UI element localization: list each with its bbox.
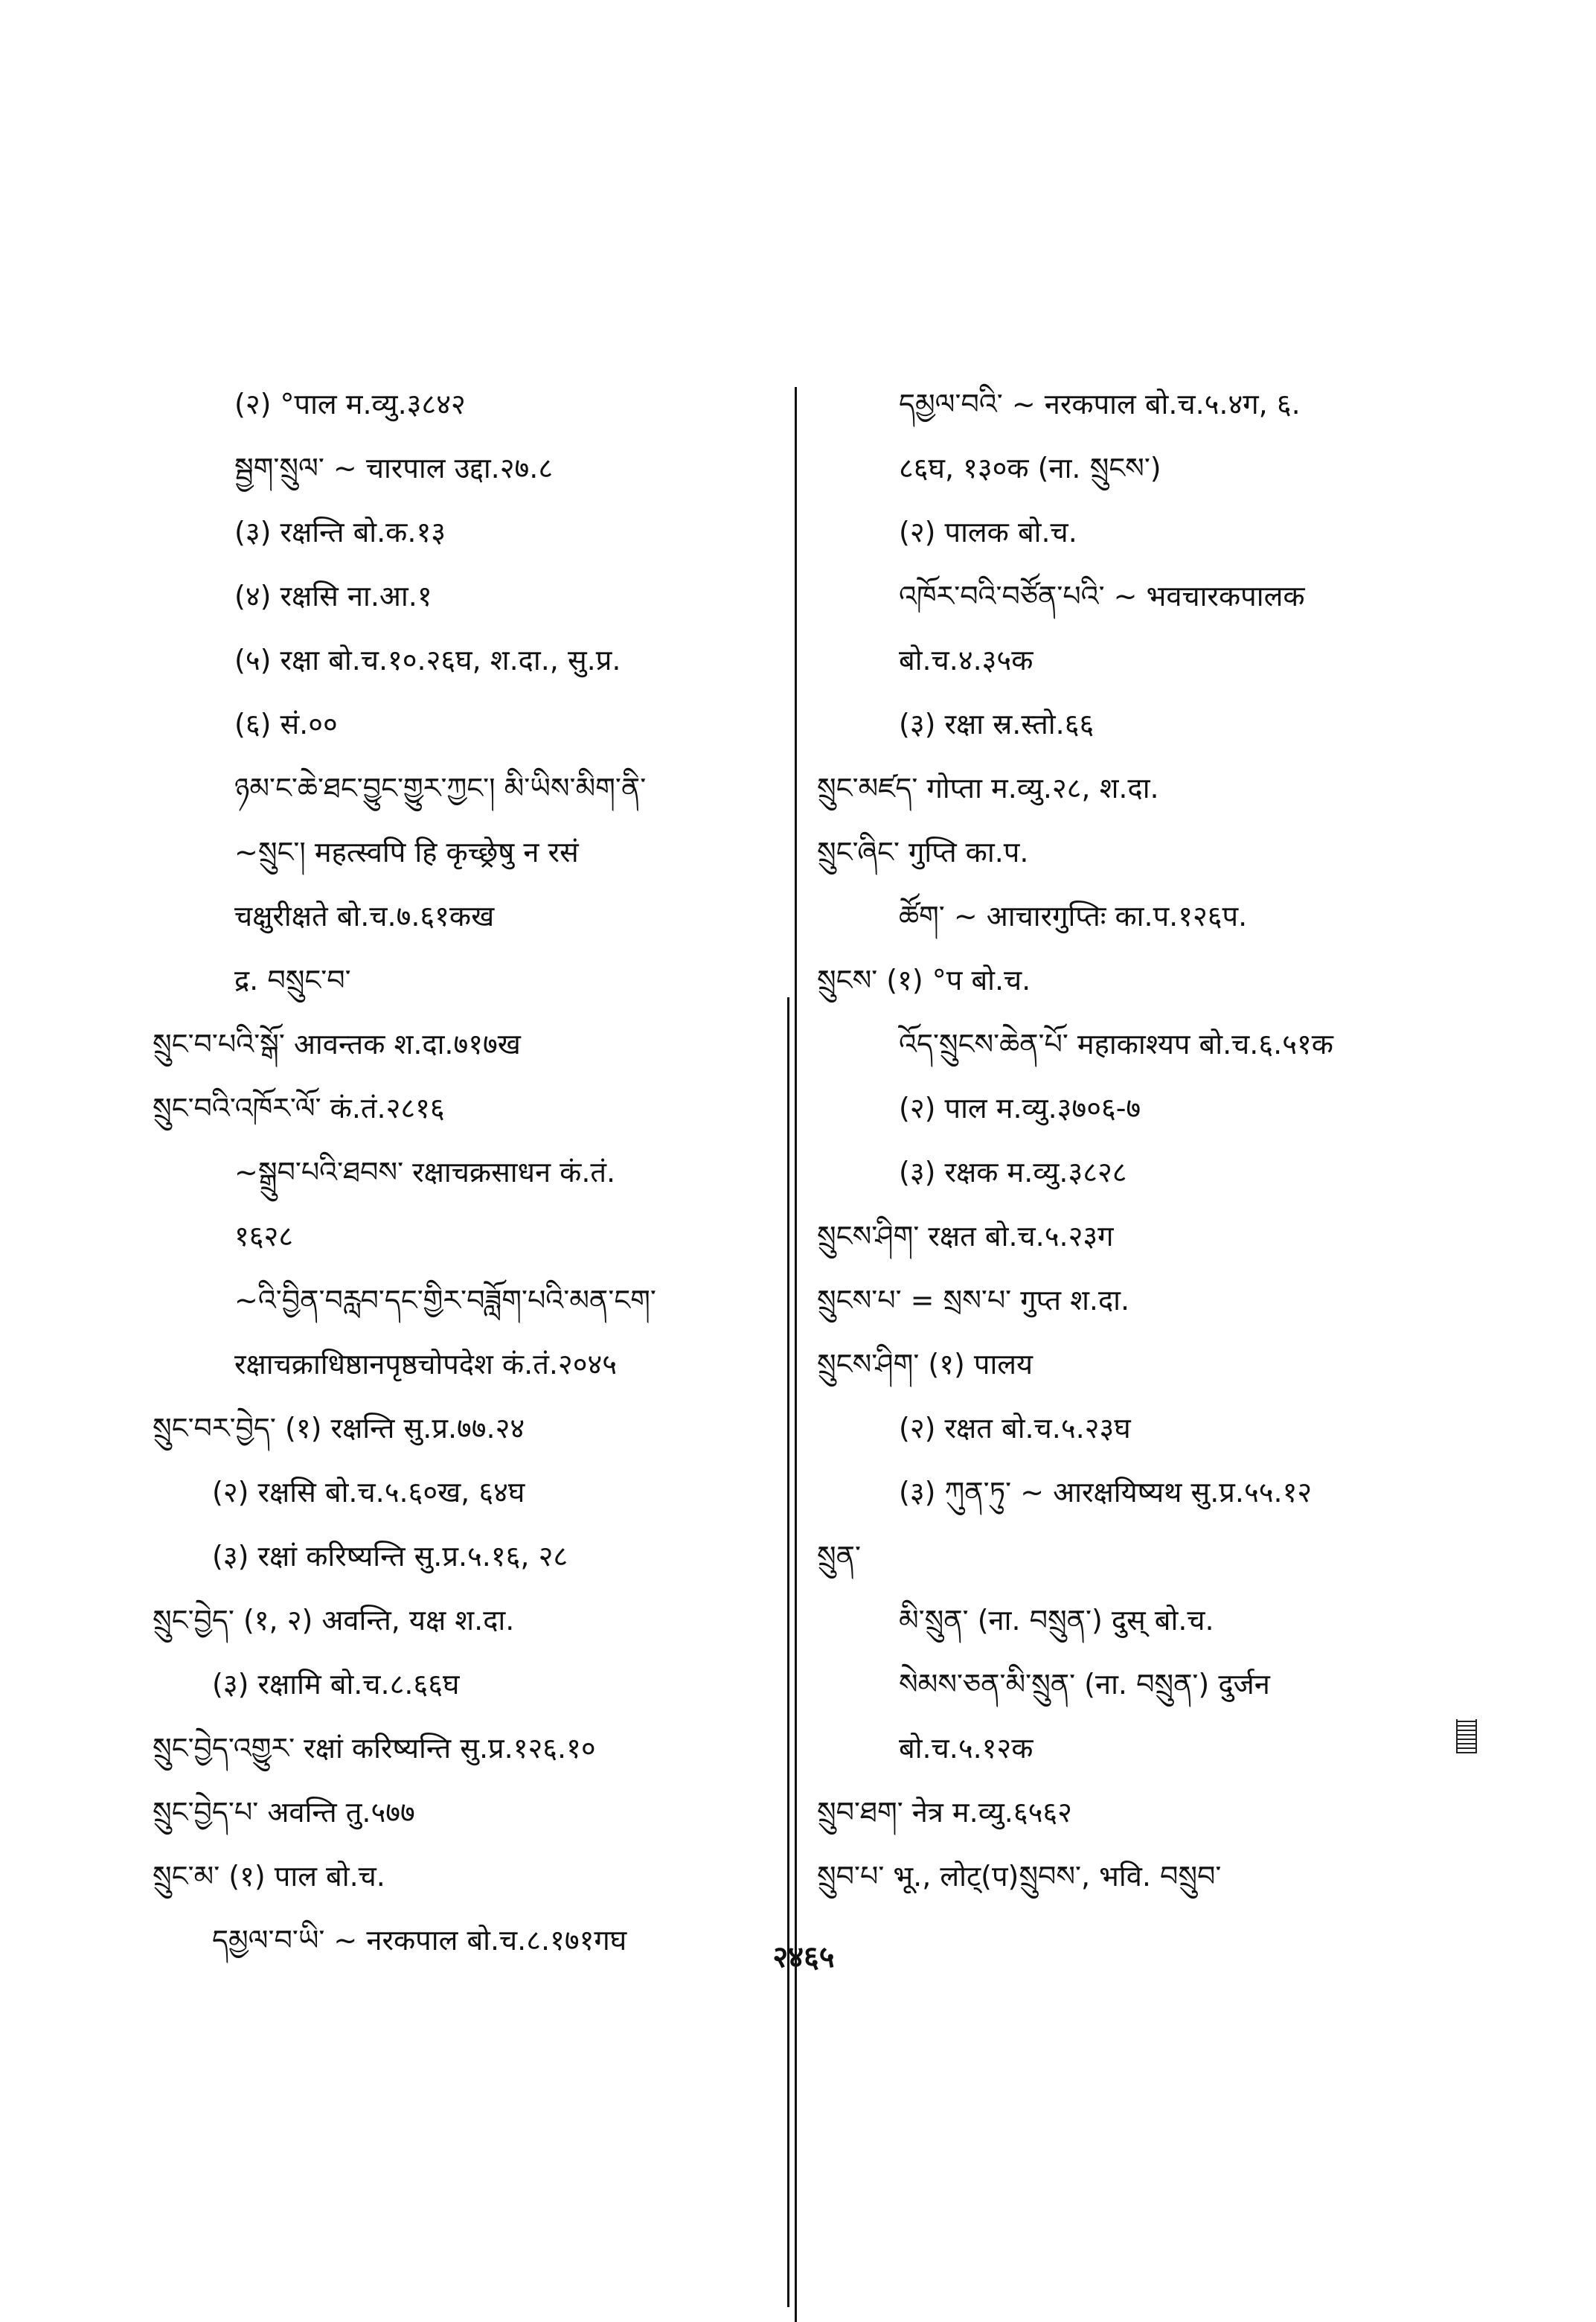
dictionary-line: बो.च.४.३५क (899, 644, 1033, 677)
dictionary-line: སྲུངས་ (१) °प बो.च. (817, 964, 1031, 997)
column-divider-inner (787, 997, 789, 2307)
dictionary-line: (२) °पाल म.व्यु.३८४२ (234, 388, 466, 420)
dictionary-line: འོད་སྲུངས་ཆེན་པོ་ महाकाश्यप बो.च.६.५१क (899, 1028, 1333, 1061)
dictionary-line: སྲུང་བྱེད་པ་ अवन्ति तु.५७७ (153, 1796, 415, 1829)
dictionary-line: (३) रक्षन्ति बो.क.१३ (234, 516, 446, 548)
dictionary-line: चक्षुरीक्षते बो.च.७.६१कख (234, 900, 495, 933)
right-column (817, 372, 1442, 1908)
dictionary-line: དམྱལ་བ་ཡི་ ~ नरकपाल बो.च.८.१७१गघ (212, 1924, 627, 1957)
dictionary-line: (२) रक्षसि बो.च.५.६०ख, ६४घ (212, 1476, 525, 1509)
dictionary-line: སེམས་ཅན་མི་སྲུན་ (ना. བསྲུན་) दुर्जन (899, 1668, 1270, 1701)
dictionary-line: ८६घ, १३०क (ना. སྲུངས་) (899, 452, 1161, 484)
dictionary-line: སྲུངས་པ་ = སྲས་པ་ गुप्त श.दा. (817, 1284, 1130, 1317)
dictionary-line: रक्षाचक्राधिष्ठानपृष्ठचोपदेश कं.तं.२०४५ (234, 1348, 617, 1381)
dictionary-line: སྲུབ་པ་ भू., लोट्(प)སྲུབས་, भवि. བསྲུབ་ (817, 1860, 1222, 1893)
dictionary-line: སྲུན་ (817, 1540, 861, 1573)
dictionary-line: (३) रक्षां करिष्यन्ति सु.प्र.५.१६, २८ (212, 1540, 568, 1573)
dictionary-line: द्र. བསྲུང་བ་ (234, 964, 351, 997)
dictionary-line: ཉམ་ང་ཆེ་ཐང་བྱུང་གྱུར་ཀྱང་། མི་ཡིས་མིག་ནི་ (234, 772, 647, 805)
dictionary-line: (२) पालक बो.च. (899, 516, 1077, 548)
dictionary-line: (३) ཀུན་ཏུ་ ~ आरक्षयिष्यथ सु.प्र.५५.१२ (899, 1476, 1313, 1509)
dictionary-line: बो.च.५.१२क (899, 1732, 1033, 1765)
dictionary-line: སྲུངས་ཤིག་ (१) पालय (817, 1348, 1033, 1381)
dictionary-line: (२) पाल म.व्यु.३७०६-७ (899, 1092, 1141, 1125)
dictionary-line: ཚོག་ ~ आचारगुप्तिः का.प.१२६प. (899, 900, 1248, 933)
dictionary-line: ~སྲུང་། महत्स्वपि हि कृच्छ्रेषु न रसं (234, 836, 579, 869)
dictionary-line: (२) रक्षत बो.च.५.२३घ (899, 1412, 1131, 1445)
dictionary-line: སྲུང་བྱེད་འགྱུར་ रक्षां करिष्यन्ति सु.प्र.१२६.१० (153, 1732, 596, 1765)
dictionary-line: (६) सं.०० (234, 708, 338, 741)
margin-mark-icon (1456, 1719, 1477, 1753)
dictionary-line: (३) रक्षामि बो.च.८.६६घ (212, 1668, 460, 1701)
dictionary-line: (३) रक्षा स्र.स्तो.६६ (899, 708, 1095, 741)
dictionary-line: སྲུང་བའི་འཁོར་ལོ་ कं.तं.२८१६ (153, 1092, 445, 1125)
dictionary-line: སྲུང་བར་བྱེད་ (१) रक्षन्ति सु.प्र.७७.२४ (153, 1412, 525, 1445)
dictionary-line: འཁོར་བའི་བཙོན་པའི་ ~ भवचारकपालक (899, 580, 1305, 613)
dictionary-line: སྲུང་ཞིང་ गुप्ति का.प. (817, 836, 1029, 869)
dictionary-line: སྲུང་མ་ (१) पाल बो.च. (153, 1860, 385, 1893)
dictionary-line: སྲུང་བྱེད་ (१, २) अवन्ति, यक्ष श.दा. (153, 1604, 515, 1637)
dictionary-line: སྲུང་བ་པའི་སྒོ་ आवन्तक श.दा.७१७ख (153, 1028, 521, 1061)
dictionary-line: १६२८ (234, 1220, 294, 1253)
dictionary-line: སྲུངས་ཤིག་ रक्षत बो.च.५.२३ग (817, 1220, 1114, 1253)
dictionary-line: (३) रक्षक म.व्यु.३८२८ (899, 1156, 1127, 1189)
dictionary-line: ~སྒྲུབ་པའི་ཐབས་ रक्षाचक्रसाधन कं.तं. (234, 1156, 616, 1189)
dictionary-line: སྲུང་མཛད་ गोप्ता म.व्यु.२८, श.दा. (817, 772, 1159, 805)
page-number: २४६५ (772, 1940, 835, 1974)
column-divider (795, 387, 797, 2322)
dictionary-line: (४) रक्षसि ना.आ.१ (234, 580, 432, 613)
dictionary-line: ~འི་བྱིན་བརླབ་དང་གྱིར་བཟློག་པའི་མན་ངག་ (234, 1284, 656, 1317)
dictionary-line: སྲུབ་ཐག་ नेत्र म.व्यु.६५६२ (817, 1796, 1072, 1829)
left-column (153, 372, 778, 1972)
dictionary-line: དམྱལ་བའི་ ~ नरकपाल बो.च.५.४ग, ६. (899, 388, 1301, 420)
dictionary-line: མི་སྲུན་ (ना. བསྲུན་) दुस् बो.च. (899, 1604, 1214, 1637)
dictionary-line: (५) रक्षा बो.च.१०.२६घ, श.दा., सु.प्र. (234, 644, 621, 677)
dictionary-line: སྦྱག་སྲུལ་ ~ चारपाल उद्दा.२७.८ (234, 452, 554, 484)
